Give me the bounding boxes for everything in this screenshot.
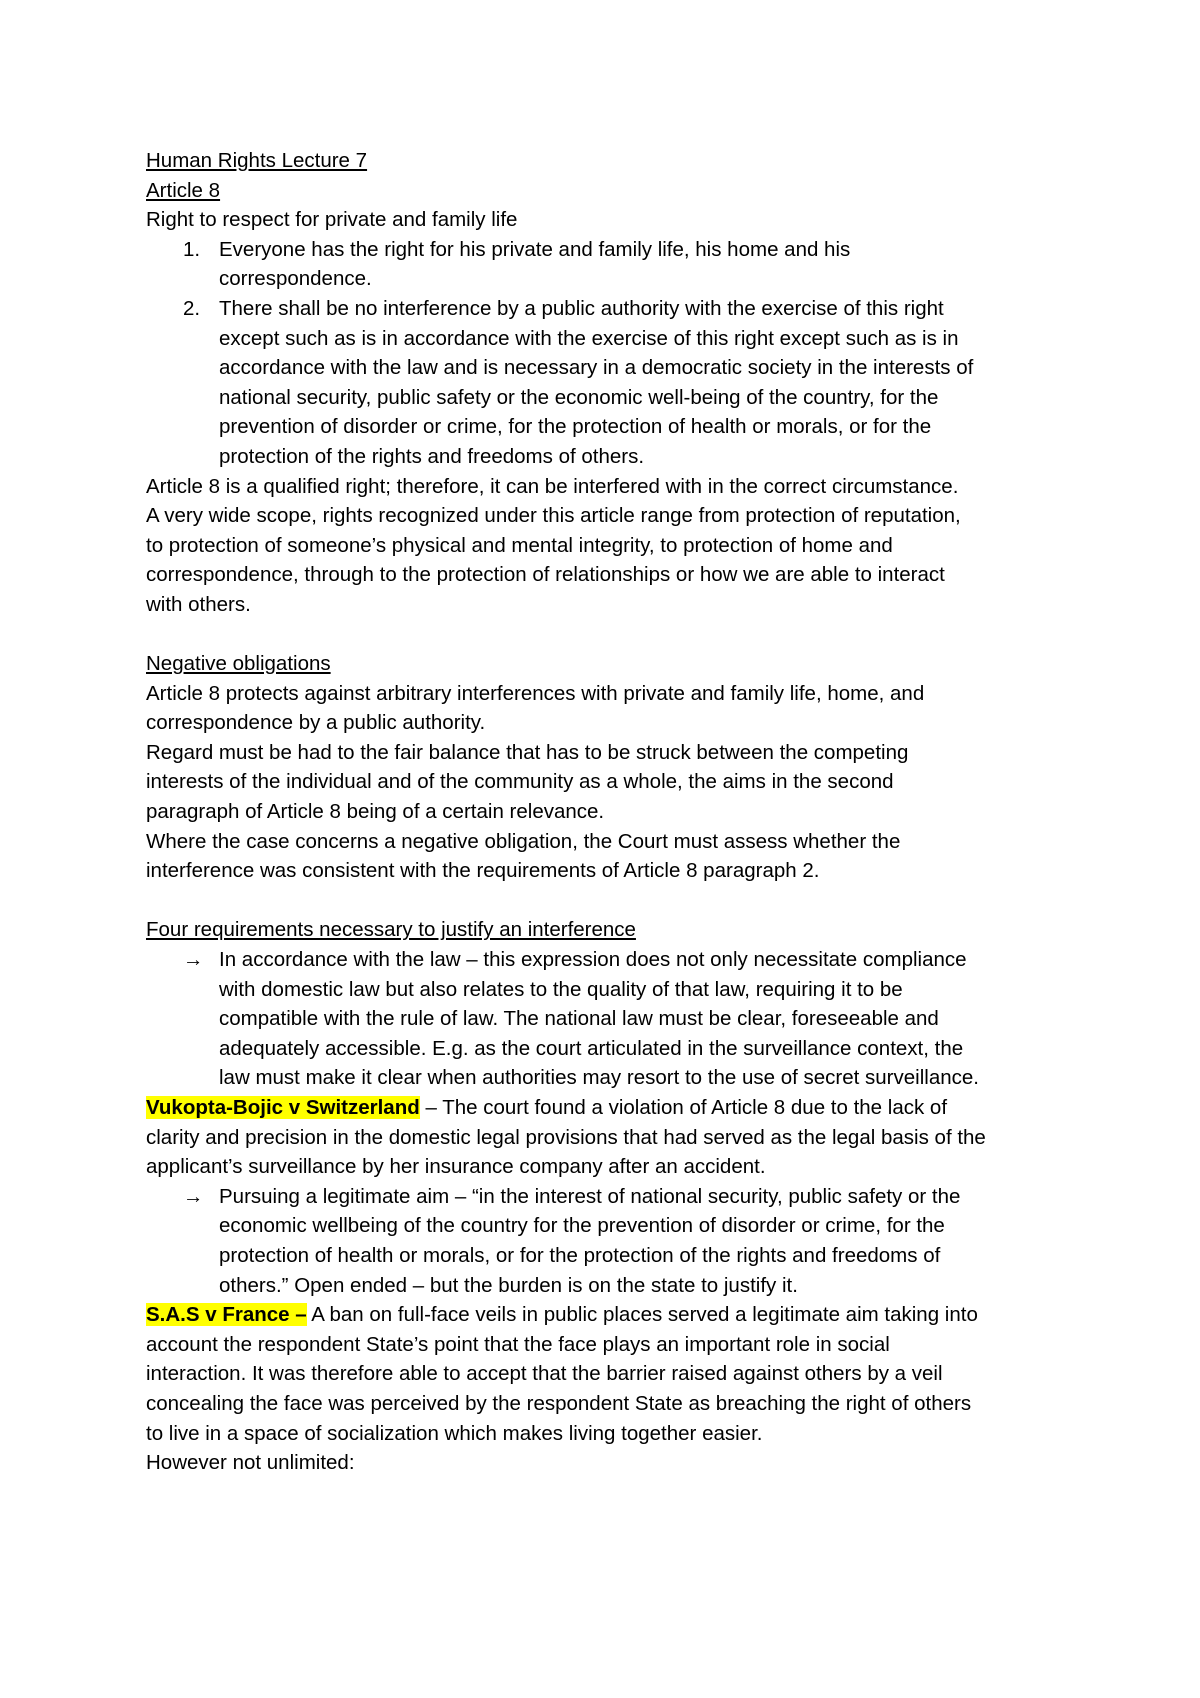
spacer xyxy=(146,620,1066,650)
list-item: 1. Everyone has the right for his private and family life, his home and his xyxy=(146,235,1066,265)
list-item-continuation: protection of the rights and freedoms of others. xyxy=(219,444,645,468)
article-subtitle: Right to respect for private and family life xyxy=(146,208,518,232)
case-sas-v-france: S.A.S v France – A ban on full-face veils in public places served a legitimate aim taking into account the respondent State’s point that the face plays an important role in social interaction. It was therefore able to accept that the barrier raised against others by a veil concealing the face was perceived by the respondent State as breaching the right of others to live in a space of socialization which makes living together easier. xyxy=(146,1303,978,1445)
closing-line: However not unlimited: xyxy=(146,1451,355,1475)
list-item-continuation: national security, public safety or the economic well-being of the country, for the xyxy=(219,385,939,409)
list-item: 2. There shall be no interference by a public authority with the exercise of this right xyxy=(146,294,1066,324)
negative-obligations-paragraph: Article 8 protects against arbitrary interferences with private and family life, home, and correspondence by a public authority. Regard must be had to the fair balance that has to be struck between the competing interests of the individual and of the community as a whole, the aims in the second paragraph of Article 8 being of a certain relevance. Where the case concerns a negative obligation, the Court must assess whether the interference was consistent with the requirements of Article 8 paragraph 2. xyxy=(146,681,925,883)
list-item-continuation: prevention of disorder or crime, for the protection of health or morals, or for the xyxy=(219,415,932,439)
document-title: Human Rights Lecture 7 xyxy=(146,149,368,172)
list-item-continuation: except such as is in accordance with the exercise of this right except such as is in xyxy=(219,326,959,350)
list-number: 2. xyxy=(183,296,201,320)
section-heading-four-requirements: Four requirements necessary to justify an interference xyxy=(146,918,636,942)
section-heading-negative-obligations: Negative obligations xyxy=(146,652,331,676)
case-name-highlight: Vukopta-Bojic v Switzerland xyxy=(146,1096,420,1119)
case-name-highlight: S.A.S v France – xyxy=(146,1303,307,1327)
spacer xyxy=(146,886,1066,916)
case-vukopta-bojic: Vukopta-Bojic v Switzerland – The court found a violation of Article 8 due to the lack of clarity and precision in the domestic legal provisions that had served as the legal basis of the applicant’s surveillance by her insurance company after an accident. xyxy=(146,1096,986,1179)
arrow-icon: → xyxy=(183,1184,204,1208)
list-item-continuation: correspondence. xyxy=(219,267,372,291)
arrow-icon: → xyxy=(183,948,204,972)
intro-paragraph: Article 8 is a qualified right; therefore, it can be interfered with in the correct circumstance. A very wide scope, rights recognized under this article range from protection of reputation, to protection of someone’s physical and mental integrity, to protection of home and correspondence, through to the protection of relationships or how we are able to interact with others. xyxy=(146,474,961,616)
article-heading: Article 8 xyxy=(146,178,221,202)
requirement-bullet-legitimate-aim: → Pursuing a legitimate aim – “in the interest of national security, public safety or the economic wellbeing of the country for the prevention of disorder or crime, for the protection of health or morals, or for the protection of the rights and freedoms of others.” Open ended – but the burden is on the state to justify it. xyxy=(146,1182,1066,1300)
document-page xyxy=(146,146,1066,1478)
list-number: 1. xyxy=(183,237,201,261)
numbered-list xyxy=(146,235,1066,472)
list-item-continuation: accordance with the law and is necessary in a democratic society in the interests of xyxy=(219,356,974,380)
requirement-bullet-law: → In accordance with the law – this expression does not only necessitate compliance with domestic law but also relates to the quality of that law, requiring it to be compatible with the rule of law. The national law must be clear, foreseeable and adequately accessible. E.g. as the court articulated in the surveillance context, the law must make it clear when authorities may resort to the use of secret surveillance. xyxy=(146,945,1066,1093)
